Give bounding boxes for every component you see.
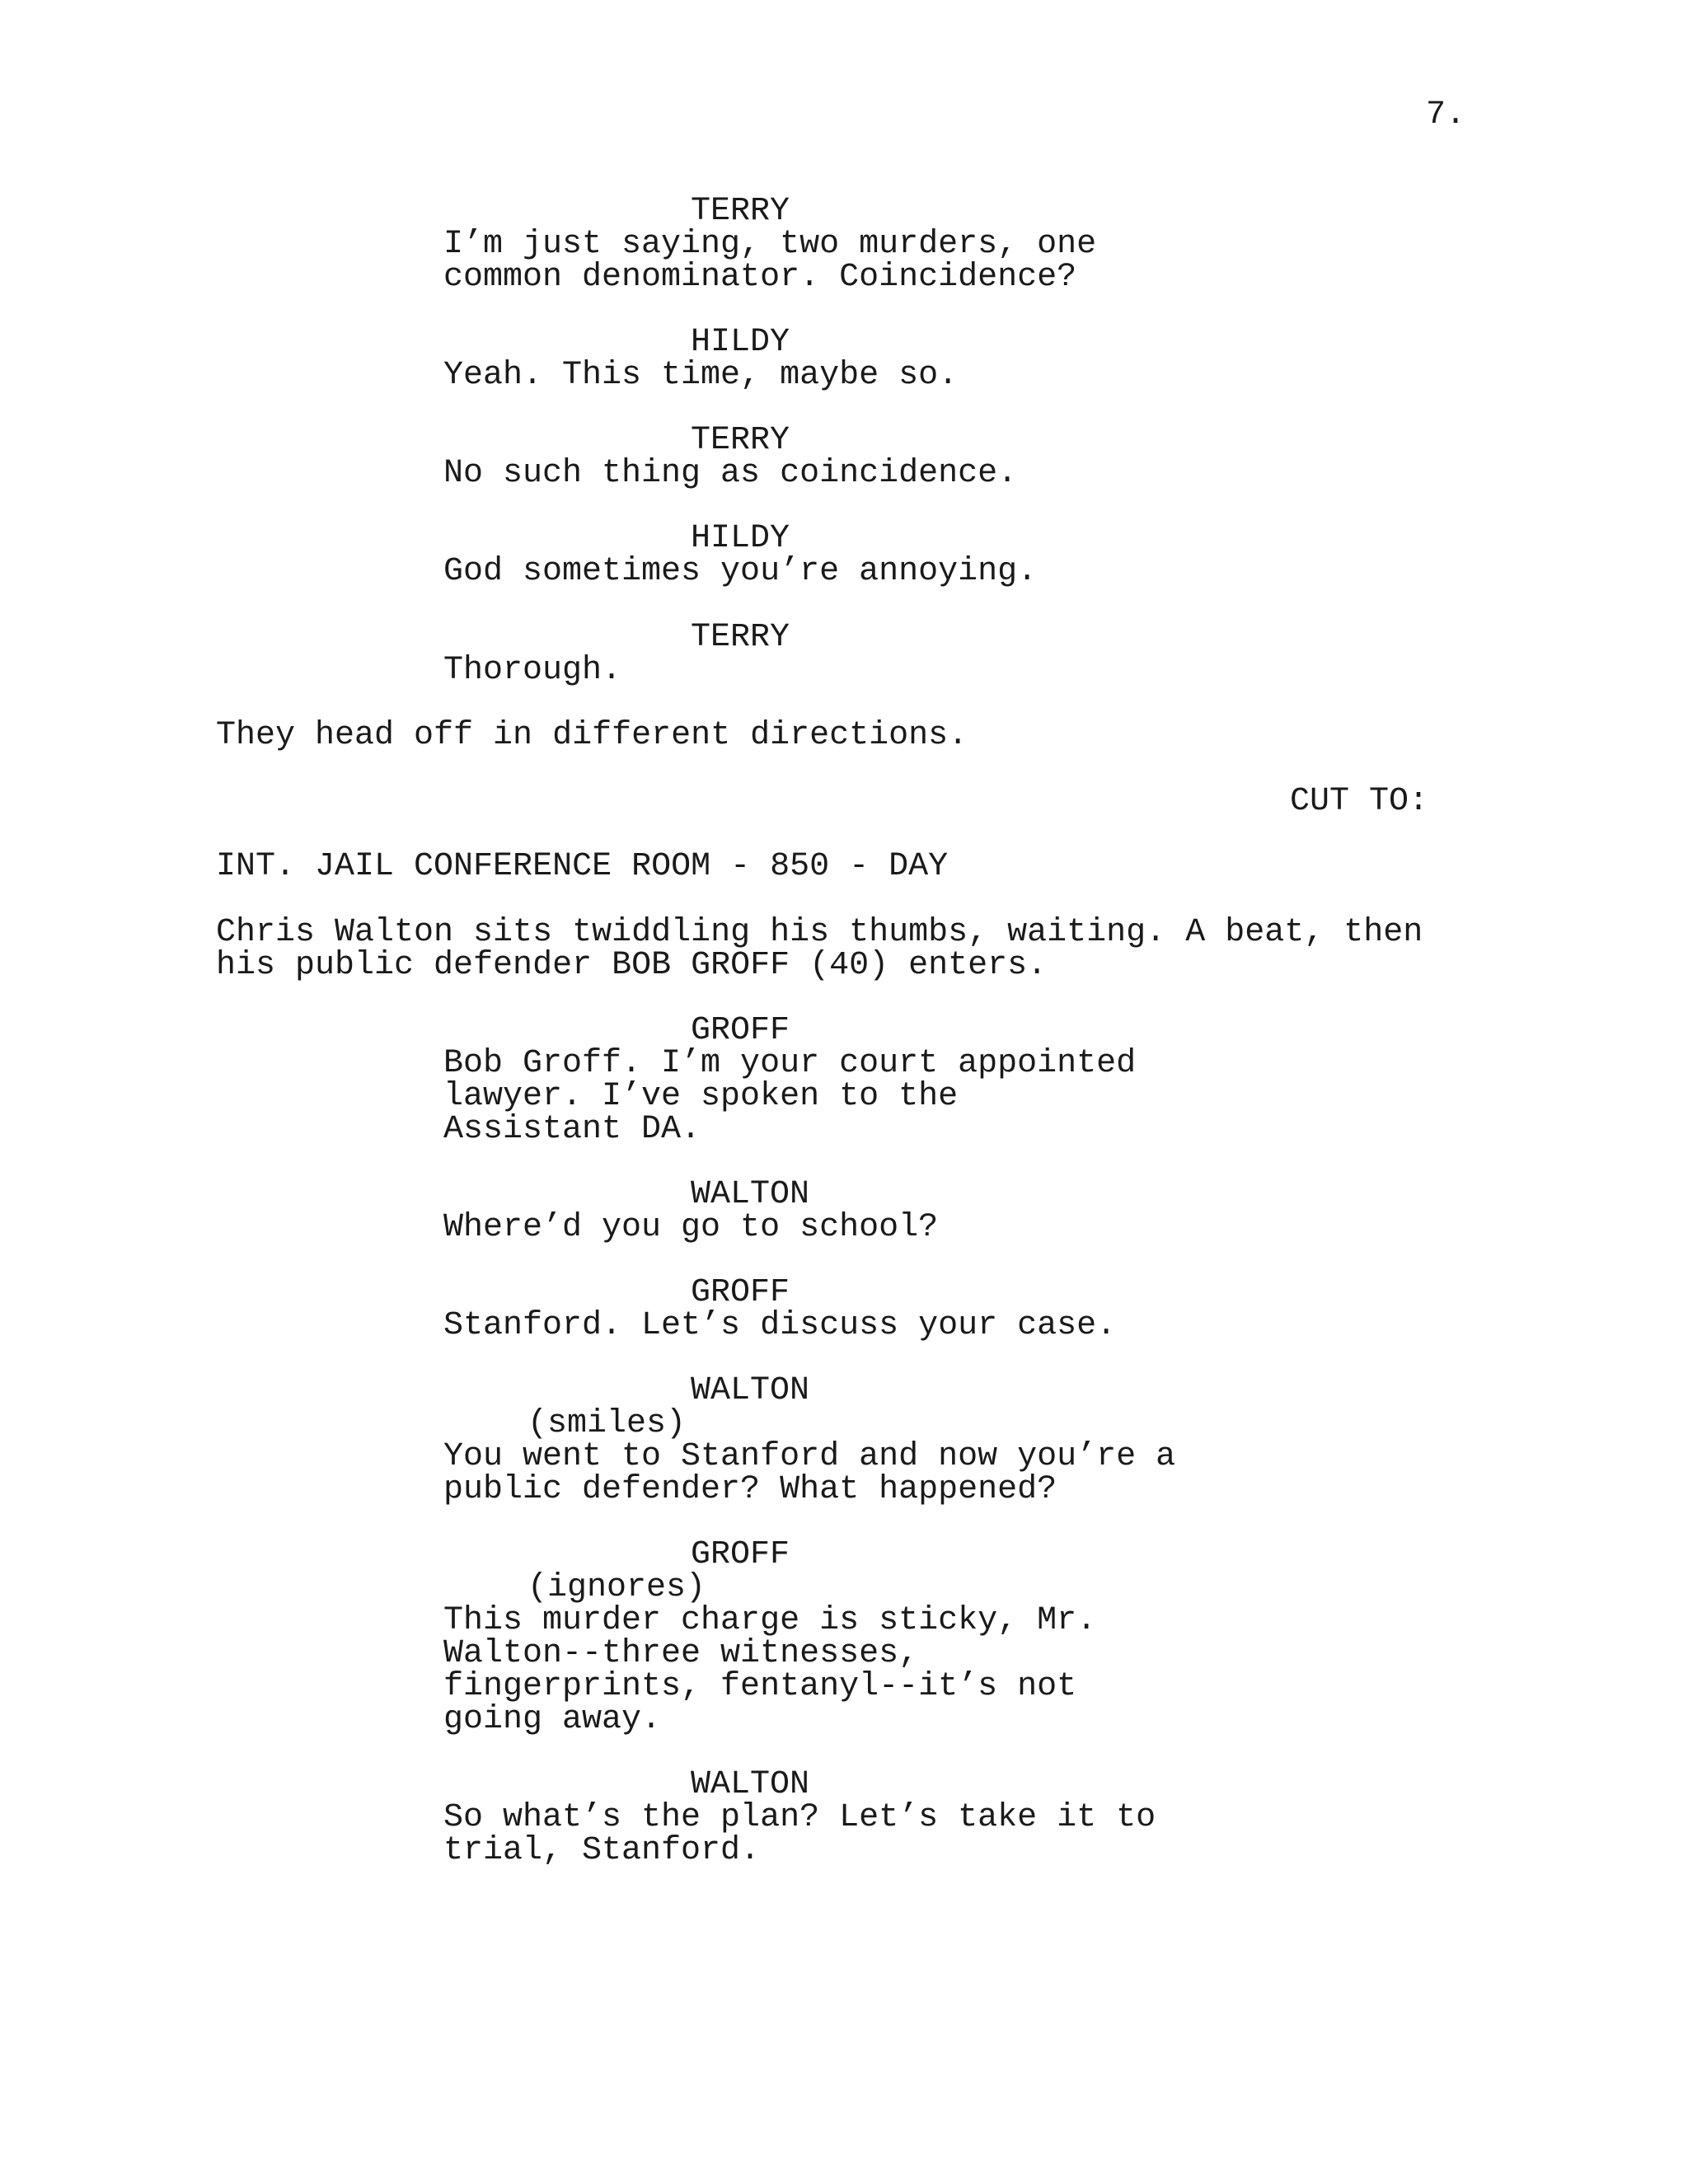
character-name: TERRY — [691, 422, 790, 459]
dialogue-line: God sometimes you’re annoying. — [443, 553, 1038, 590]
character-name: WALTON — [691, 1372, 810, 1409]
action-line: his public defender BOB GROFF (40) enters. — [216, 947, 1048, 984]
page-number: 7. — [1426, 96, 1466, 134]
character-name: GROFF — [691, 1274, 790, 1311]
dialogue-line: You went to Stanford and now you’re a — [443, 1438, 1176, 1475]
dialogue-line: Assistant DA. — [443, 1111, 701, 1148]
transition: CUT TO: — [1290, 783, 1429, 820]
scene-heading: INT. JAIL CONFERENCE ROOM - 850 - DAY — [216, 848, 949, 885]
dialogue-line: lawyer. I’ve spoken to the — [443, 1078, 959, 1115]
dialogue-line: public defender? What happened? — [443, 1471, 1057, 1508]
parenthetical: (ignores) — [528, 1569, 706, 1606]
dialogue-line: Yeah. This time, maybe so. — [443, 357, 959, 394]
dialogue-line: I’m just saying, two murders, one — [443, 226, 1097, 263]
dialogue-line: No such thing as coincidence. — [443, 455, 1018, 492]
action-line: They head off in different directions. — [216, 717, 968, 754]
dialogue-line: Where’d you go to school? — [443, 1209, 939, 1246]
character-name: GROFF — [691, 1536, 790, 1573]
character-name: TERRY — [691, 193, 790, 230]
dialogue-line: This murder charge is sticky, Mr. — [443, 1602, 1097, 1639]
dialogue-line: Walton--three witnesses, — [443, 1635, 919, 1672]
character-name: GROFF — [691, 1012, 790, 1049]
action-line: Chris Walton sits twiddling his thumbs, waiting. A beat, then — [216, 914, 1423, 951]
parenthetical: (smiles) — [528, 1405, 687, 1442]
character-name: TERRY — [691, 619, 790, 656]
dialogue-line: Stanford. Let’s discuss your case. — [443, 1307, 1117, 1344]
dialogue-line: going away. — [443, 1701, 662, 1738]
dialogue-line: trial, Stanford. — [443, 1832, 761, 1869]
dialogue-line: common denominator. Coincidence? — [443, 259, 1077, 296]
character-name: WALTON — [691, 1176, 810, 1213]
dialogue-line: So what’s the plan? Let’s take it to — [443, 1799, 1156, 1836]
character-name: HILDY — [691, 520, 790, 557]
dialogue-line: Bob Groff. I’m your court appointed — [443, 1045, 1137, 1082]
dialogue-line: Thorough. — [443, 652, 622, 689]
character-name: HILDY — [691, 324, 790, 361]
dialogue-line: fingerprints, fentanyl--it’s not — [443, 1668, 1077, 1705]
character-name: WALTON — [691, 1766, 810, 1803]
